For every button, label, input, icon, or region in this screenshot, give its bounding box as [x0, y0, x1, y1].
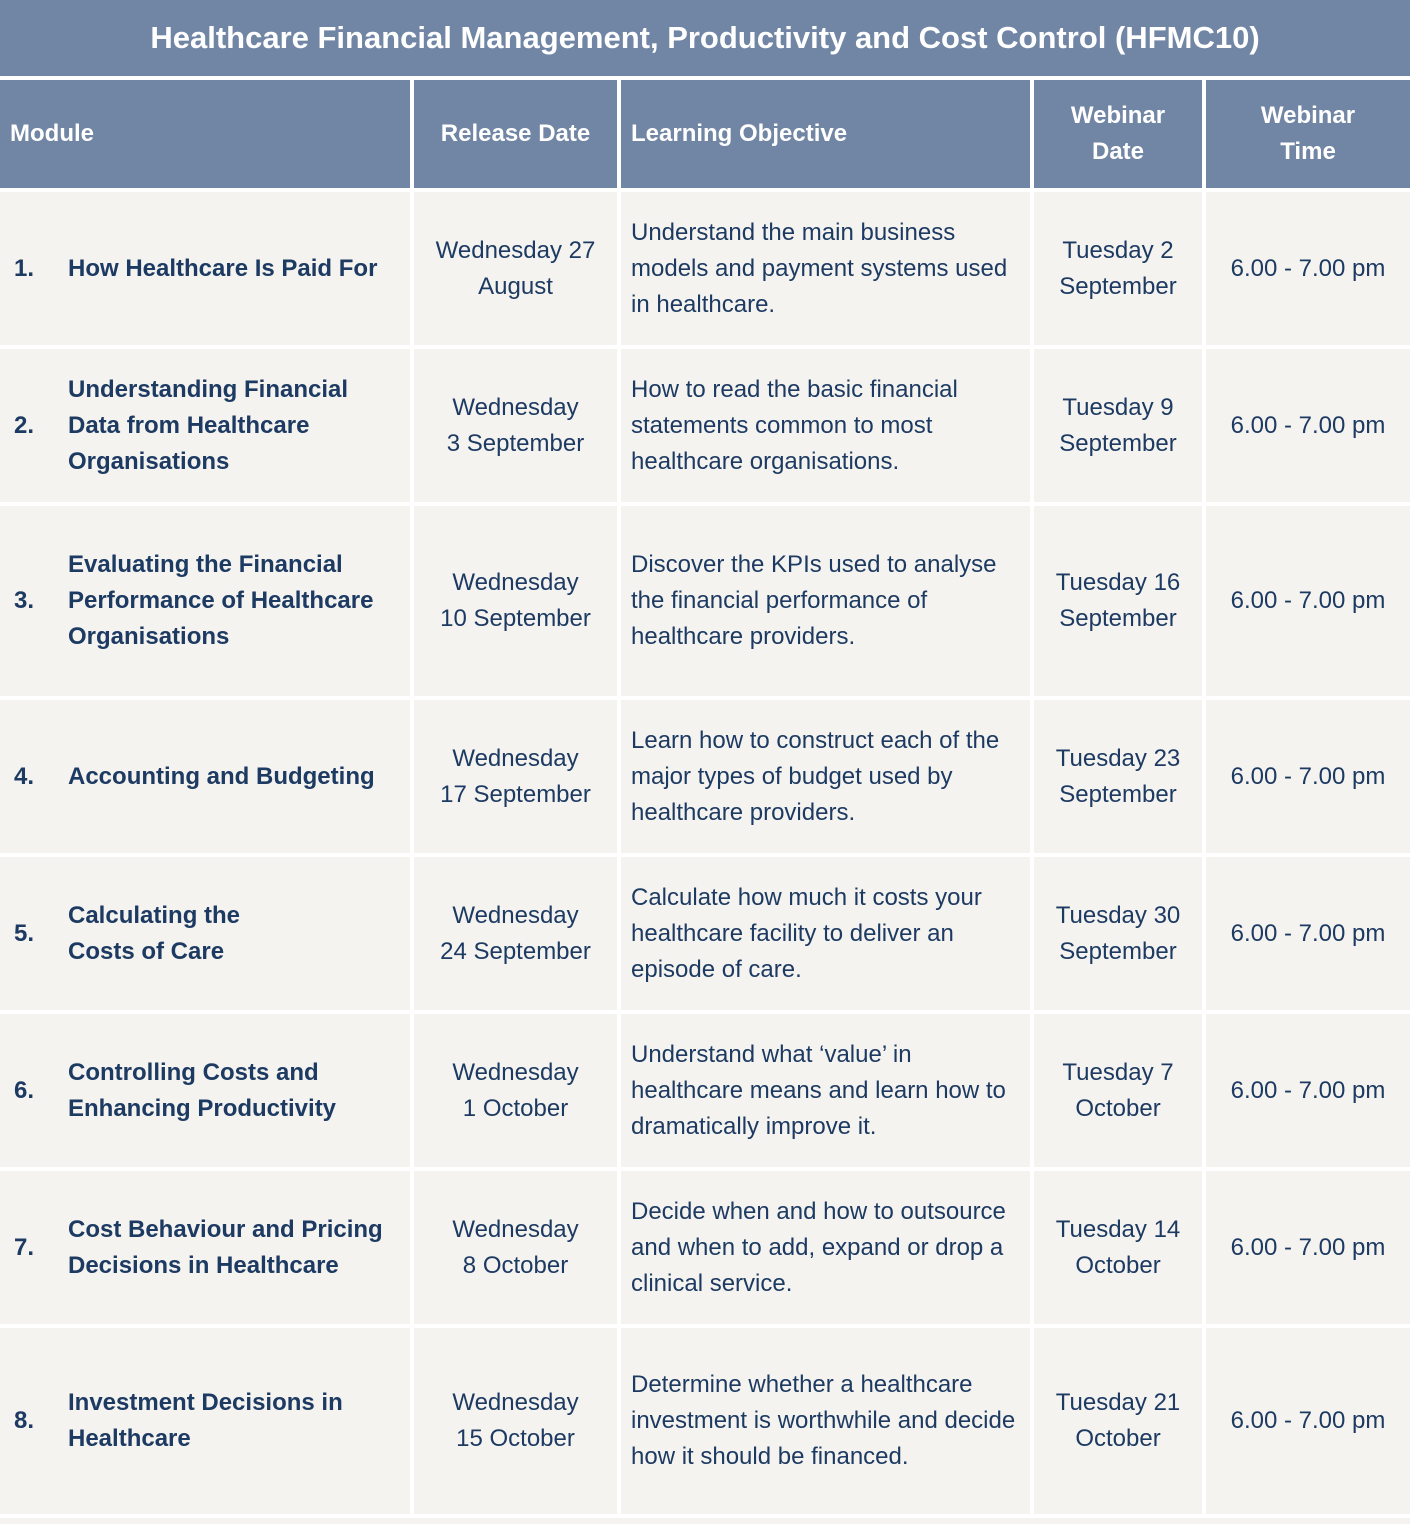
webinar-time-cell: 6.00 - 7.00 pm — [1204, 504, 1410, 698]
module-title: Calculating the Costs of Care — [68, 901, 241, 965]
header-release-date: Release Date — [412, 80, 619, 190]
release-date-cell: Wednesday 3 September — [412, 347, 619, 504]
table-row — [0, 1169, 1410, 1326]
table-row — [0, 1012, 1410, 1169]
module-wrap — [14, 547, 400, 655]
module-cell — [0, 1012, 412, 1169]
release-date-cell: Wednesday 1 October — [412, 1012, 619, 1169]
table-row — [0, 504, 1410, 698]
learning-objective-cell: Decide when and how to outsource and when to add, expand or drop a clinical service. — [619, 1169, 1032, 1326]
module-wrap — [14, 1055, 400, 1127]
module-title: Cost Behaviour and Pricing Decisions in Healthcare — [68, 1215, 383, 1279]
module-wrap — [14, 372, 400, 480]
table-row — [0, 698, 1410, 855]
module-cell — [0, 855, 412, 1012]
module-cell — [0, 1326, 412, 1516]
table-row — [0, 347, 1410, 504]
release-date-cell: Wednesday 27 August — [412, 190, 619, 347]
learning-objective-cell: How to read the basic financial statements common to most healthcare organisations. — [619, 347, 1032, 504]
webinar-time-cell: 6.00 - 7.00 pm — [1204, 1169, 1410, 1326]
module-wrap — [14, 898, 400, 970]
module-title: Evaluating the Financial Performance of Healthcare Organisations — [68, 551, 374, 650]
header-learning-objective: Learning Objective — [619, 80, 1032, 190]
webinar-date-cell: Tuesday 16 September — [1032, 504, 1204, 698]
webinar-time-cell: 6.00 - 7.00 pm — [1204, 190, 1410, 347]
module-number: 8. — [14, 1407, 35, 1434]
webinar-date-cell: Tuesday 14 October — [1032, 1169, 1204, 1326]
webinar-time-cell: 6.00 - 7.00 pm — [1204, 855, 1410, 1012]
webinar-date-cell: Tuesday 2 September — [1032, 190, 1204, 347]
release-date-cell: Wednesday 10 September — [412, 504, 619, 698]
module-number: 2. — [14, 411, 35, 439]
module-number: 6. — [14, 1076, 35, 1104]
module-wrap — [14, 1212, 400, 1284]
release-date-cell: Wednesday 24 September — [412, 855, 619, 1012]
page-title: Healthcare Financial Management, Productivity and Cost Control (HFMC10) — [0, 0, 1410, 80]
module-title: Investment Decisions in Healthcare — [68, 1389, 343, 1452]
webinar-date-cell: Tuesday 9 September — [1032, 347, 1204, 504]
table-row — [0, 1326, 1410, 1516]
module-number: 3. — [14, 587, 35, 614]
module-number: 4. — [14, 762, 35, 790]
webinar-date-cell: Tuesday 21 October — [1032, 1326, 1204, 1516]
module-number: 7. — [14, 1233, 35, 1261]
module-wrap — [14, 1385, 400, 1457]
module-cell — [0, 1169, 412, 1326]
header-module: Module — [0, 80, 412, 190]
webinar-date-cell: Tuesday 23 September — [1032, 698, 1204, 855]
webinar-time-cell: 6.00 - 7.00 pm — [1204, 698, 1410, 855]
module-number: 1. — [14, 254, 35, 282]
release-date-cell: Wednesday 8 October — [412, 1169, 619, 1326]
module-cell — [0, 504, 412, 698]
webinar-time-cell: 6.00 - 7.00 pm — [1204, 347, 1410, 504]
header-row — [0, 80, 1410, 190]
learning-objective-cell: Determine whether a healthcare investment is worthwhile and decide how it should be financed. — [619, 1326, 1032, 1516]
module-title: Controlling Costs and Enhancing Productivity — [68, 1058, 337, 1122]
module-wrap — [14, 759, 400, 795]
module-wrap — [14, 251, 400, 287]
header-webinar-date: Webinar Date — [1032, 80, 1204, 190]
learning-objective-cell: Understand the main business models and payment systems used in healthcare. — [619, 190, 1032, 347]
learning-objective-cell: Calculate how much it costs your healthcare facility to deliver an episode of care. — [619, 855, 1032, 1012]
webinar-time-cell: 6.00 - 7.00 pm — [1204, 1326, 1410, 1516]
table-row — [0, 190, 1410, 347]
webinar-time-cell: 6.00 - 7.00 pm — [1204, 1012, 1410, 1169]
module-title: Understanding Financial Data from Healthcare Organisations — [68, 375, 349, 475]
learning-objective-cell: Learn how to construct each of the major types of budget used by healthcare providers. — [619, 698, 1032, 855]
webinar-date-cell: Tuesday 7 October — [1032, 1012, 1204, 1169]
module-title: How Healthcare Is Paid For — [68, 254, 378, 282]
release-date-cell: Wednesday 15 October — [412, 1326, 619, 1516]
module-number: 5. — [14, 919, 35, 947]
schedule-table — [0, 80, 1410, 1518]
release-date-cell: Wednesday 17 September — [412, 698, 619, 855]
header-webinar-time: Webinar Time — [1204, 80, 1410, 190]
module-cell — [0, 698, 412, 855]
module-title: Accounting and Budgeting — [68, 762, 375, 790]
webinar-date-cell: Tuesday 30 September — [1032, 855, 1204, 1012]
module-cell — [0, 190, 412, 347]
table-row — [0, 855, 1410, 1012]
learning-objective-cell: Understand what ‘value’ in healthcare means and learn how to dramatically improve it. — [619, 1012, 1032, 1169]
learning-objective-cell: Discover the KPIs used to analyse the financial performance of healthcare providers. — [619, 504, 1032, 698]
module-cell — [0, 347, 412, 504]
